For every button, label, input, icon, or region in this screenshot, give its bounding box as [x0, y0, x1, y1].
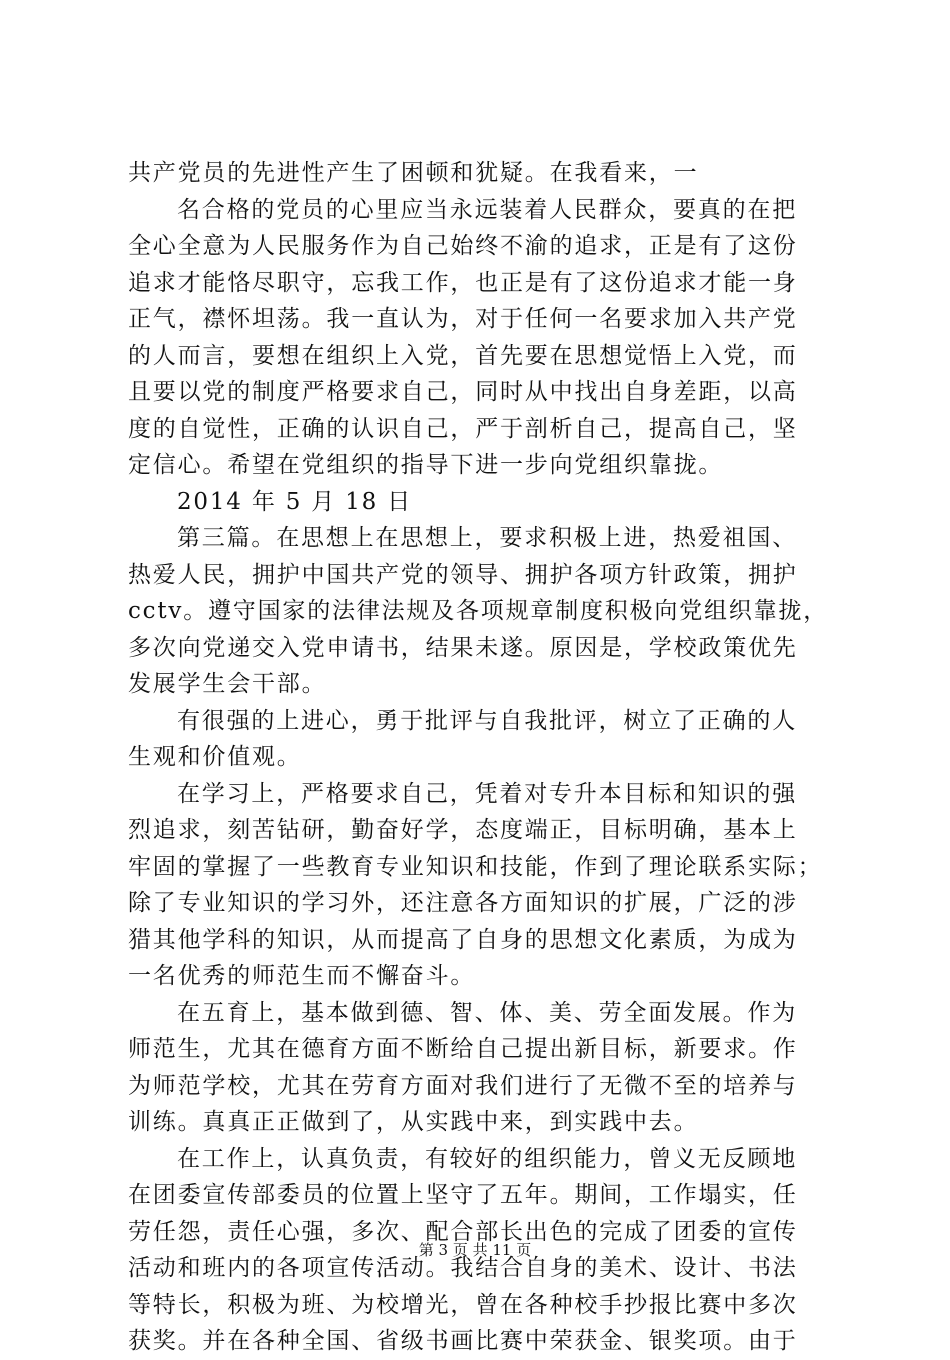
text-line: 牢固的掌握了一些教育专业知识和技能，作到了理论联系实际； [128, 853, 823, 880]
text-line: 名合格的党员的心里应当永远装着人民群众，要真的在把 [177, 196, 797, 223]
text-line: 在工作上，认真负责，有较好的组织能力，曾义无反顾地 [177, 1145, 797, 1172]
text-line: 除了专业知识的学习外，还注意各方面知识的扩展，广泛的涉 [128, 890, 798, 916]
text-line: 第三篇。在思想上在思想上，要求积极上进，热爱祖国、 [177, 525, 797, 551]
text-line: 有很强的上进心，勇于批评与自我批评，树立了正确的人 [177, 707, 797, 734]
text-line: 获奖。并在各种全国、省级书画比赛中荣获金、银奖项。由于 [128, 1328, 798, 1354]
text-line: 发展学生会干部。 [128, 671, 327, 697]
text-line: 猎其他学科的知识，从而提高了自身的思想文化素质，为成为 [128, 926, 798, 953]
text-line: 等特长，积极为班、为校增光，曾在各种校手抄报比赛中多次 [128, 1291, 798, 1318]
text-line: 生观和价值观。 [128, 744, 302, 770]
text-line: 训练。真真正正做到了，从实践中来，到实践中去。 [128, 1109, 699, 1135]
text-line: 正气，襟怀坦荡。我一直认为，对于任何一名要求加入共产党 [128, 306, 798, 332]
text-line: 2014 年 5 月 18 日 [177, 488, 412, 515]
text-line: 追求才能恪尽职守，忘我工作，也正是有了这份追求才能一身 [128, 269, 798, 296]
text-line: 在学习上，严格要求自己，凭着对专升本目标和知识的强 [177, 780, 797, 807]
text-line: 定信心。希望在党组织的指导下进一步向党组织靠拢。 [128, 452, 724, 478]
text-line: 共产党员的先进性产生了困顿和犹疑。在我看来，一 [128, 160, 699, 186]
text-line: 热爱人民，拥护中国共产党的领导、拥护各项方针政策，拥护 [128, 561, 798, 588]
text-line: 在团委宣传部委员的位置上坚守了五年。期间，工作塌实，任 [128, 1182, 798, 1208]
text-line: cctv。遵守国家的法律法规及各项规章制度积极向党组织靠拢， [128, 598, 828, 624]
text-line: 的人而言，要想在组织上入党，首先要在思想觉悟上入党，而 [128, 342, 798, 369]
text-line: 活动和班内的各项宣传活动。我结合自身的美术、设计、书法 [128, 1255, 798, 1281]
page-footer: 第 3 页 共 11 页 [418, 1241, 532, 1259]
text-line: 全心全意为人民服务作为自己始终不渝的追求，正是有了这份 [128, 233, 798, 259]
text-line: 一名优秀的师范生而不懈奋斗。 [128, 963, 476, 989]
text-line: 且要以党的制度严格要求自己，同时从中找出自身差距，以高 [128, 379, 798, 405]
text-line: 在五育上，基本做到德、智、体、美、劳全面发展。作为 [177, 999, 797, 1026]
document-body [128, 155, 848, 1360]
text-line: 劳任怨，责任心强，多次、配合部长出色的完成了团委的宣传 [128, 1218, 798, 1245]
text-line: 师范生，尤其在德育方面不断给自己提出新目标，新要求。作 [128, 1036, 798, 1062]
text-line: 为师范学校，尤其在劳育方面对我们进行了无微不至的培养与 [128, 1072, 798, 1099]
text-line: 度的自觉性，正确的认识自己，严于剖析自己，提高自己，坚 [128, 415, 798, 442]
text-line: 多次向党递交入党申请书，结果未遂。原因是，学校政策优先 [128, 634, 798, 661]
text-line: 烈追求，刻苦钻研，勤奋好学，态度端正，目标明确，基本上 [128, 817, 798, 843]
